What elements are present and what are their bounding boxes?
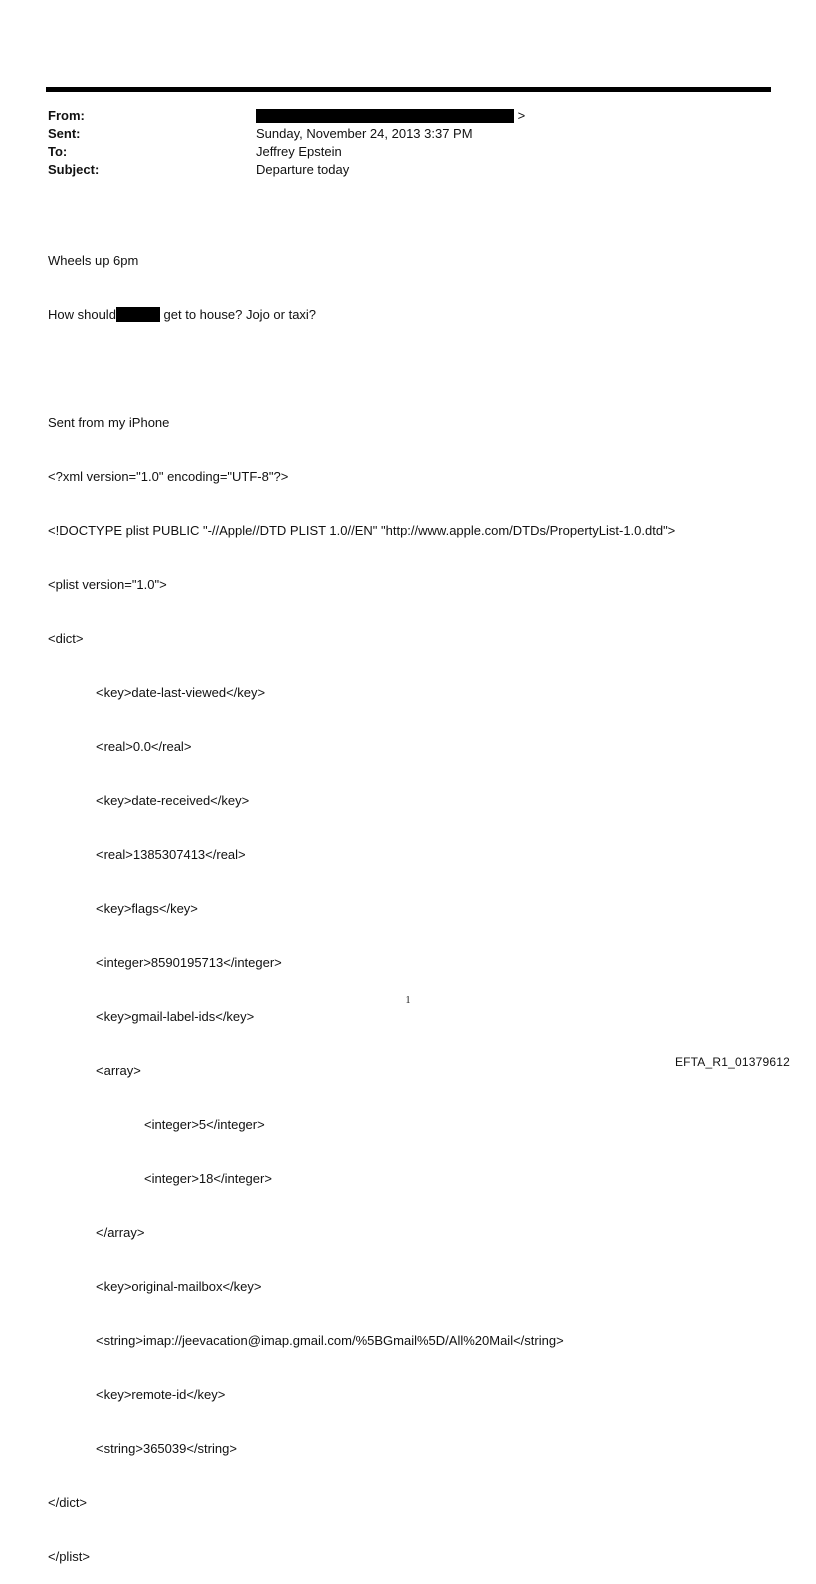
xml-line: <array> [96,1063,141,1078]
xml-line: <key>flags</key> [96,901,198,916]
xml-declaration: <?xml version="1.0" encoding="UTF-8"?> [48,469,289,484]
from-value [256,107,525,125]
header-divider [46,87,771,92]
xml-line: <integer>8590195713</integer> [96,955,282,970]
xml-line: <key>gmail-label-ids</key> [96,1009,255,1024]
subject-label: Subject: [48,162,100,177]
xml-line: <key>original-mailbox</key> [96,1279,262,1294]
xml-line: <key>date-received</key> [96,793,250,808]
paragraph-gap [48,360,778,378]
subject-value: Departure today [256,162,350,177]
xml-line: <key>date-last-viewed</key> [96,685,266,700]
subject-row [48,161,748,179]
doctype-line: <!DOCTYPE plist PUBLIC "-//Apple//DTD PLIST 1.0//EN" "http://www.apple.com/DTDs/PropertyList-1.0.dtd"> [48,523,676,538]
xml-line: </array> [96,1225,145,1240]
question-end: get to house? Jojo or taxi? [159,307,317,322]
question-start: How should [48,307,116,322]
to-label: To: [48,144,68,159]
sent-row [48,125,748,143]
body-line-wheels: Wheels up 6pm [48,253,139,268]
signature-line: Sent from my iPhone [48,415,170,430]
sent-value: Sunday, November 24, 2013 3:37 PM [256,126,473,141]
body-line-question [48,306,778,324]
plist-open: <plist version="1.0"> [48,577,167,592]
xml-line: <real>1385307413</real> [96,847,246,862]
from-row [48,107,748,125]
xml-line: <key>remote-id</key> [96,1387,226,1402]
document-id: EFTA_R1_01379612 [674,1055,790,1069]
redaction-block [116,307,160,322]
xml-line: <string>imap://jeevacation@imap.gmail.com/%5BGmail%5D/All%20Mail</string> [96,1333,564,1348]
dict-open: <dict> [48,631,84,646]
redaction-block [256,109,514,123]
sent-label: Sent: [48,126,81,141]
from-suffix: > [517,108,526,123]
to-value: Jeffrey Epstein [256,144,342,159]
page-number: 1 [405,995,411,1006]
xml-line: <string>365039</string> [96,1441,237,1456]
plist-close: </plist> [48,1549,90,1564]
xml-line: <real>0.0</real> [96,739,192,754]
from-label: From: [48,108,85,123]
to-row [48,143,748,161]
email-body [48,216,778,1584]
xml-line: <integer>18</integer> [144,1171,272,1186]
xml-line: <integer>5</integer> [144,1117,265,1132]
dict-close: </dict> [48,1495,88,1510]
